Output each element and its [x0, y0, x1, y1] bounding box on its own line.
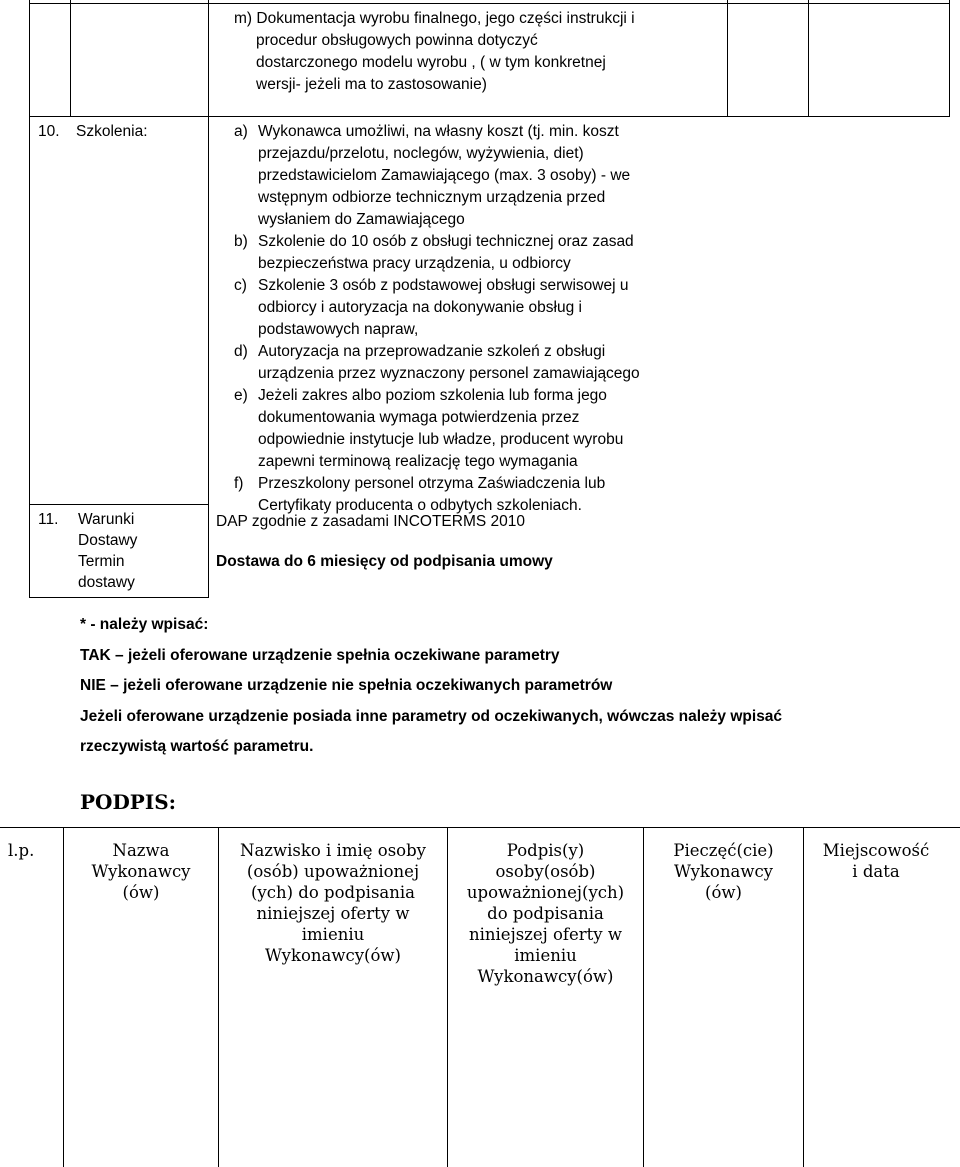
header-line: Podpis(y)	[506, 841, 585, 860]
column-header-place-date	[804, 840, 948, 882]
podpis-heading: PODPIS:	[80, 790, 177, 814]
training-item-line: Certyfikaty producenta o odbytych szkoleniach.	[258, 497, 582, 514]
training-item-line: Szkolenie do 10 osób z obsługi technicznej oraz zasad	[258, 233, 634, 250]
column-header-stamp	[644, 840, 803, 903]
upper-table-bottom-border	[29, 597, 209, 598]
training-item-marker: c)	[234, 277, 247, 294]
row-m-line: procedur obsługowych powinna dotyczyć	[256, 32, 538, 49]
header-line: osoby(osób)	[495, 862, 596, 881]
header-line: imieniu	[301, 925, 365, 944]
row-m-line: dostarczonego modelu wyrobu , ( w tym konkretnej	[256, 54, 606, 71]
row-11-label-line: Dostawy	[78, 532, 138, 549]
notes-header: * - należy wpisać:	[80, 616, 209, 633]
row-11-label-line: dostawy	[78, 574, 135, 591]
column-header-signature	[448, 840, 643, 987]
header-line: l.p.	[8, 841, 35, 860]
upper-table-top-border	[29, 3, 950, 4]
header-line: (ych) do podpisania	[251, 883, 415, 902]
header-line: Wykonawcy(ów)	[265, 946, 401, 965]
note-tak: TAK – jeżeli oferowane urządzenie spełnia oczekiwane parametry	[80, 647, 560, 664]
training-item-line: wysłaniem do Zamawiającego	[258, 211, 465, 228]
header-line: niniejszej oferty w	[469, 925, 622, 944]
row-10-label: Szkolenia:	[76, 123, 148, 140]
training-item-marker: b)	[234, 233, 248, 250]
header-line: upoważnionej(ych)	[466, 883, 625, 902]
header-line: Wykonawcy	[91, 862, 191, 881]
note-other-line-1: Jeżeli oferowane urządzenie posiada inne parametry od oczekiwanych, wówczas należy wpisać	[80, 708, 783, 725]
header-line: do podpisania	[487, 904, 604, 923]
training-item-line: urządzenia przez wyznaczony personel zamawiającego	[258, 365, 640, 382]
header-line: Wykonawcy(ów)	[477, 967, 614, 986]
training-item-line: przedstawicielom Zamawiającego (max. 3 osoby) - we	[258, 167, 631, 184]
column-header-authorized-person	[219, 840, 447, 966]
training-item-line: wstępnym odbiorze technicznym urządzenia przed	[258, 189, 606, 206]
upper-table-col-divider-4	[808, 0, 809, 117]
training-item-line: podstawowych napraw,	[258, 321, 419, 338]
header-line: Nazwisko i imię osoby	[240, 841, 426, 860]
upper-table-right-border	[949, 0, 950, 117]
column-header-contractor-name	[64, 840, 218, 903]
training-item-marker: e)	[234, 387, 248, 404]
training-item-line: odpowiednie instytucje lub władze, producent wyrobu	[258, 431, 624, 448]
training-item-line: Szkolenie 3 osób z podstawowej obsługi serwisowej u	[258, 277, 629, 294]
row-m-bottom-border	[29, 116, 950, 117]
header-line: Miejscowość	[822, 841, 930, 860]
upper-table-left-border	[29, 0, 30, 598]
training-item-line: dokumentowania wymaga potwierdzenia przez	[258, 409, 580, 426]
row-m-line: wersji- jeżeli ma to zastosowanie)	[256, 76, 487, 93]
training-item-line: przejazdu/przelotu, noclegów, wyżywienia, diet)	[258, 145, 584, 162]
row-10-bottom-border	[29, 504, 209, 505]
note-nie: NIE – jeżeli oferowane urządzenie nie spełnia oczekiwanych parametrów	[80, 677, 613, 694]
training-item-marker: a)	[234, 123, 248, 140]
header-line: (ów)	[705, 883, 742, 902]
training-item-line: odbiorcy i autoryzacja na dokonywanie obsług i	[258, 299, 582, 316]
header-line: Nazwa	[112, 841, 170, 860]
column-header-lp	[8, 840, 48, 861]
upper-table-col-divider-3	[727, 0, 728, 117]
row-m-line: m) Dokumentacja wyrobu finalnego, jego części instrukcji i	[234, 10, 635, 27]
row-11-label-line: Warunki	[78, 511, 135, 528]
training-item-marker: d)	[234, 343, 248, 360]
header-line: Wykonawcy	[674, 862, 773, 881]
delivery-deadline: Dostawa do 6 miesięcy od podpisania umowy	[216, 553, 553, 570]
row-11-number: 11.	[38, 511, 59, 528]
training-item-line: Wykonawca umożliwi, na własny koszt (tj. min. koszt	[258, 123, 619, 140]
header-line: (ów)	[122, 883, 160, 902]
training-item-line: bezpieczeństwa pracy urządzenia, u odbiorcy	[258, 255, 571, 272]
header-line: niniejszej oferty w	[256, 904, 410, 923]
header-line: (osób) upoważnionej	[246, 862, 420, 881]
upper-table-col-divider-1	[70, 0, 71, 117]
training-item-line: Autoryzacja na przeprowadzanie szkoleń z obsługi	[258, 343, 606, 360]
upper-table-col-divider-2	[208, 0, 209, 598]
header-line: i data	[852, 862, 900, 881]
delivery-terms: DAP zgodnie z zasadami INCOTERMS 2010	[216, 513, 525, 530]
note-other-line-2: rzeczywistą wartość parametru.	[80, 738, 314, 755]
training-item-line: Przeszkolony personel otrzyma Zaświadczenia lub	[258, 475, 606, 492]
training-item-line: Jeżeli zakres albo poziom szkolenia lub forma jego	[258, 387, 607, 404]
signature-table-top-border	[0, 827, 960, 828]
training-item-line: zapewni terminową realizację tego wymagania	[258, 453, 578, 470]
row-10-number: 10.	[38, 123, 60, 140]
training-item-marker: f)	[234, 475, 244, 492]
header-line: imieniu	[514, 946, 577, 965]
header-line: Pieczęć(cie)	[673, 841, 774, 860]
row-11-label-line: Termin	[78, 553, 125, 570]
